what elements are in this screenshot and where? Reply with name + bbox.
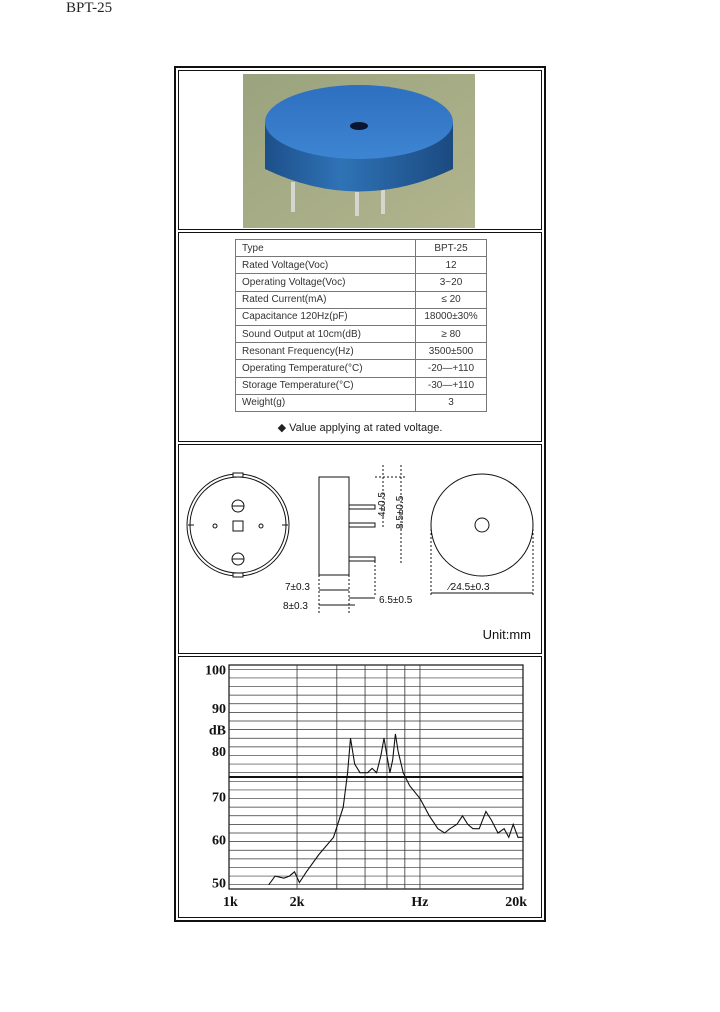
spec-value: -20—+110 bbox=[416, 360, 487, 377]
top-view bbox=[431, 474, 533, 597]
y-tick-label: 100 bbox=[205, 663, 226, 679]
document-title: BPT-25 bbox=[66, 0, 113, 16]
spec-row bbox=[236, 257, 487, 274]
spec-value: -30—+110 bbox=[416, 377, 487, 394]
unit-label: Unit:mm bbox=[482, 627, 531, 642]
spec-row bbox=[236, 240, 487, 257]
spec-row bbox=[236, 377, 487, 394]
bottom-view bbox=[187, 473, 289, 577]
spec-row bbox=[236, 291, 487, 308]
dim-height-a: 7±0.3 bbox=[285, 582, 310, 593]
spec-label: Operating Temperature(°C) bbox=[236, 360, 416, 377]
spec-label: Type bbox=[236, 240, 416, 257]
spec-value: BPT-25 bbox=[416, 240, 487, 257]
spec-value: 18000±30% bbox=[416, 308, 487, 325]
dim-pin-total: 8.5±0.5 bbox=[395, 495, 406, 529]
spec-label: Storage Temperature(°C) bbox=[236, 377, 416, 394]
x-tick-label: 1k bbox=[223, 895, 238, 910]
spec-row bbox=[236, 325, 487, 342]
spec-row bbox=[236, 360, 487, 377]
dim-pin-length: 4±0.5 bbox=[377, 492, 388, 517]
spec-label: Capacitance 120Hz(pF) bbox=[236, 308, 416, 325]
dim-diameter: ∕24.5±0.3 bbox=[449, 582, 490, 593]
frequency-response-chart bbox=[179, 657, 545, 917]
buzzer-photo bbox=[243, 74, 475, 228]
dim-pin-spacing: 6.5±0.5 bbox=[379, 595, 413, 606]
rated-voltage-note: ◆ Value applying at rated voltage. bbox=[277, 422, 443, 434]
spec-label: Sound Output at 10cm(dB) bbox=[236, 325, 416, 342]
y-tick-label: 50 bbox=[212, 876, 226, 892]
spec-label: Operating Voltage(Voc) bbox=[236, 274, 416, 291]
response-curve bbox=[269, 734, 523, 885]
spec-value: 3 bbox=[416, 394, 487, 411]
x-tick-label: Hz bbox=[411, 895, 429, 910]
dim-height-b: 8±0.3 bbox=[283, 601, 308, 612]
y-tick-label: 80 bbox=[212, 745, 226, 761]
spec-value: 3~20 bbox=[416, 274, 487, 291]
side-view bbox=[319, 465, 405, 615]
spec-label: Rated Voltage(Voc) bbox=[236, 257, 416, 274]
y-tick-label: 70 bbox=[212, 790, 226, 806]
spec-panel bbox=[178, 232, 542, 442]
spec-value: 3500±500 bbox=[416, 343, 487, 360]
spec-label: Resonant Frequency(Hz) bbox=[236, 343, 416, 360]
x-tick-label: 20k bbox=[505, 895, 527, 910]
spec-value: ≥ 80 bbox=[416, 325, 487, 342]
spec-row bbox=[236, 343, 487, 360]
spec-row bbox=[236, 308, 487, 325]
dimension-drawing bbox=[179, 445, 545, 653]
spec-row bbox=[236, 274, 487, 291]
spec-label: Rated Current(mA) bbox=[236, 291, 416, 308]
x-tick-label: 2k bbox=[289, 895, 305, 910]
spec-table bbox=[235, 239, 487, 412]
y-tick-label: dB bbox=[208, 723, 226, 739]
spec-row bbox=[236, 394, 487, 411]
y-tick-label: 90 bbox=[212, 702, 226, 718]
spec-value: 12 bbox=[416, 257, 487, 274]
spec-value: ≤ 20 bbox=[416, 291, 487, 308]
spec-label: Weight(g) bbox=[236, 394, 416, 411]
chart-panel bbox=[178, 656, 542, 918]
photo-panel bbox=[178, 70, 542, 230]
datasheet-frame bbox=[174, 66, 546, 922]
drawing-panel bbox=[178, 444, 542, 654]
y-tick-label: 60 bbox=[212, 833, 226, 849]
